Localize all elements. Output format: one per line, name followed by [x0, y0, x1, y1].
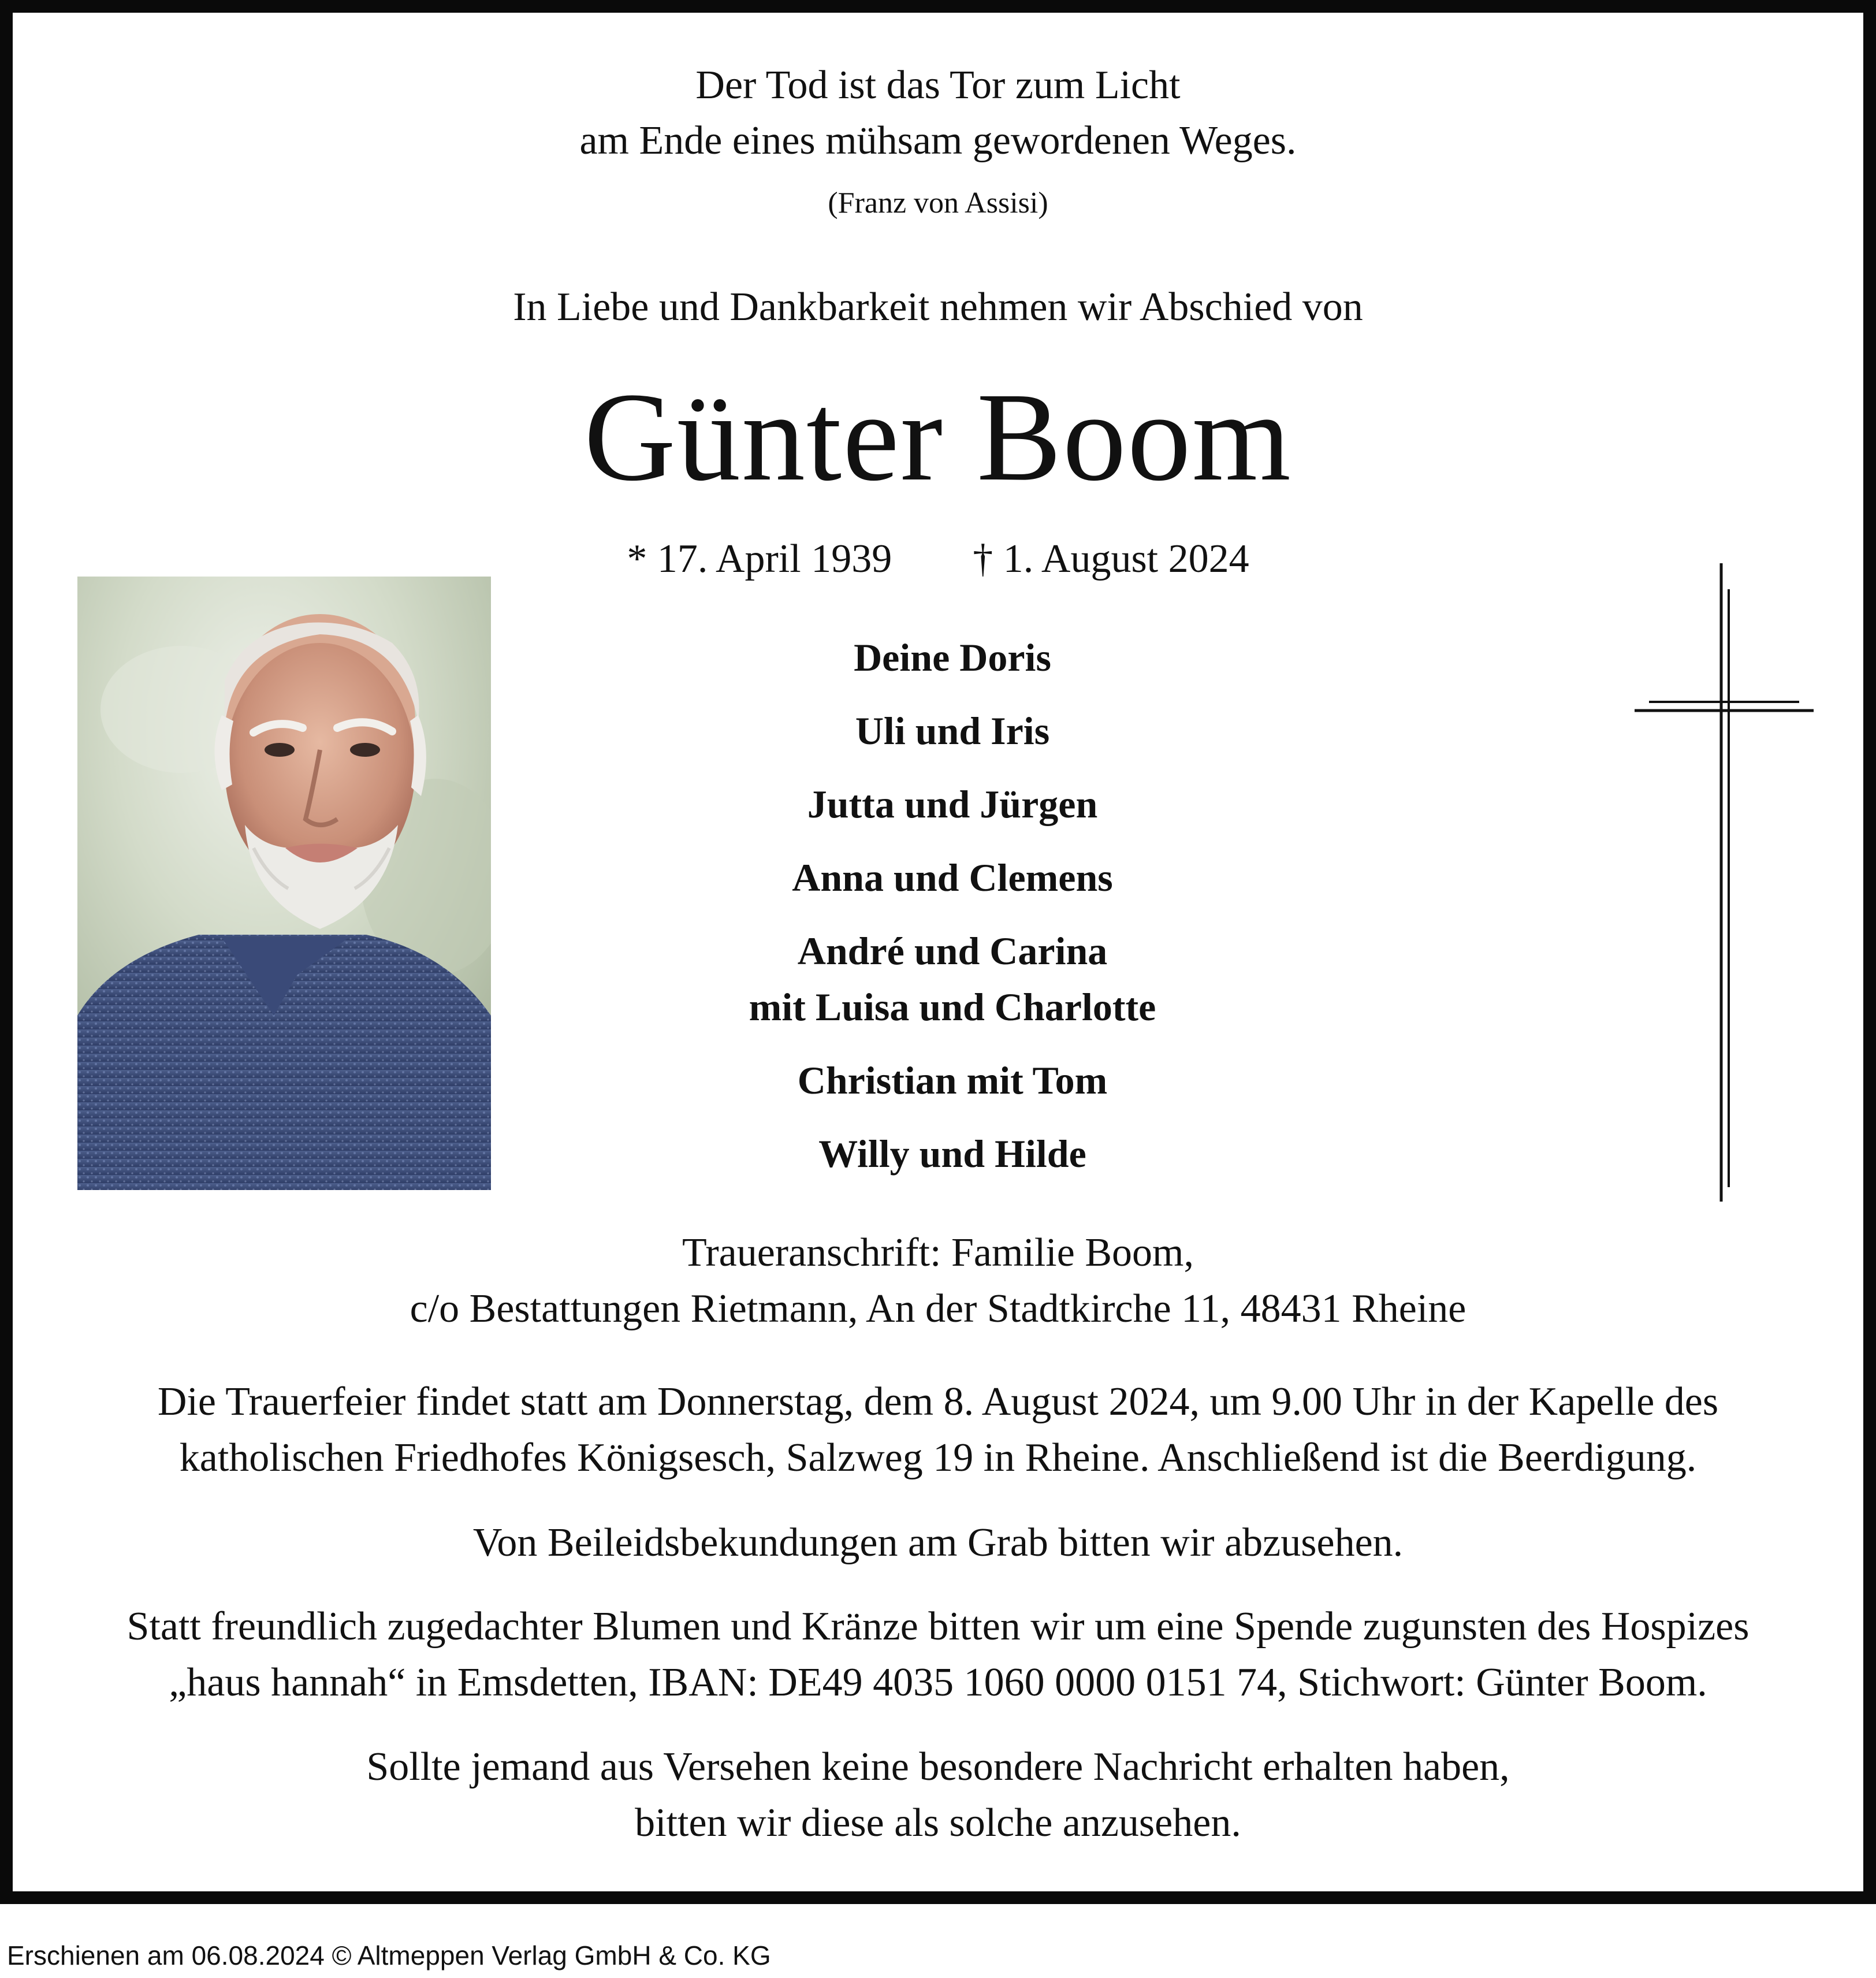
ceremony-line-2: katholischen Friedhofes Königsesch, Salzweg 19 in Rheine. Anschließend ist die Beerdigung.	[179, 1436, 1697, 1480]
mourner-entry	[591, 923, 1313, 1035]
notice-line-1: Sollte jemand aus Versehen keine besondere Nachricht erhalten haben,	[366, 1745, 1510, 1789]
deceased-name: Günter Boom	[584, 366, 1292, 507]
publication-footer: Erschienen am 06.08.2024 © Altmeppen Verlag GmbH & Co. KG	[7, 1940, 771, 1970]
mourner-entry: Uli und Iris	[855, 709, 1050, 753]
cross-icon	[1635, 563, 1814, 1202]
portrait-illustration	[77, 577, 491, 1190]
quote-author: (Franz von Assisi)	[828, 187, 1048, 220]
quote-line-1: Der Tod ist das Tor zum Licht	[695, 63, 1181, 107]
mourner-line: mit Luisa und Charlotte	[749, 985, 1156, 1029]
life-dates	[0, 536, 1876, 582]
ceremony-line-1: Die Trauerfeier findet statt am Donnerstag, dem 8. August 2024, um 9.00 Uhr in der Kapelle des	[157, 1380, 1719, 1424]
notice-line-2: bitten wir diese als solche anzusehen.	[635, 1801, 1241, 1845]
mourner-entry: Christian mit Tom	[797, 1058, 1108, 1102]
birth-date: * 17. April 1939	[627, 537, 892, 581]
mourner-entry: Anna und Clemens	[792, 856, 1113, 899]
donation-line-1: Statt freundlich zugedachter Blumen und Kränze bitten wir um eine Spende zugunsten des Hospizes	[126, 1604, 1750, 1649]
mourner-entry: Jutta und Jürgen	[807, 782, 1098, 826]
intro-text: In Liebe und Dankbarkeit nehmen wir Abschied von	[513, 285, 1363, 329]
address-line-1: Traueranschrift: Familie Boom,	[682, 1230, 1194, 1275]
quote-line-2: am Ende eines mühsam gewordenen Weges.	[579, 118, 1297, 163]
death-date: † 1. August 2024	[973, 537, 1249, 581]
donation-line-2: „haus hannah“ in Emsdetten, IBAN: DE49 4035 1060 0000 0151 74, Stichwort: Günter Boom.	[169, 1660, 1707, 1705]
mourner-entry: Willy und Hilde	[818, 1132, 1086, 1176]
condolences-text: Von Beileidsbekundungen am Grab bitten wir abzusehen.	[472, 1520, 1404, 1565]
portrait-photo	[77, 577, 491, 1190]
address-line-2: c/o Bestattungen Rietmann, An der Stadtkirche 11, 48431 Rheine	[410, 1287, 1466, 1331]
mourner-line: André und Carina	[797, 929, 1108, 973]
mourners-list	[591, 630, 1313, 1199]
mourner-entry: Deine Doris	[854, 635, 1051, 679]
